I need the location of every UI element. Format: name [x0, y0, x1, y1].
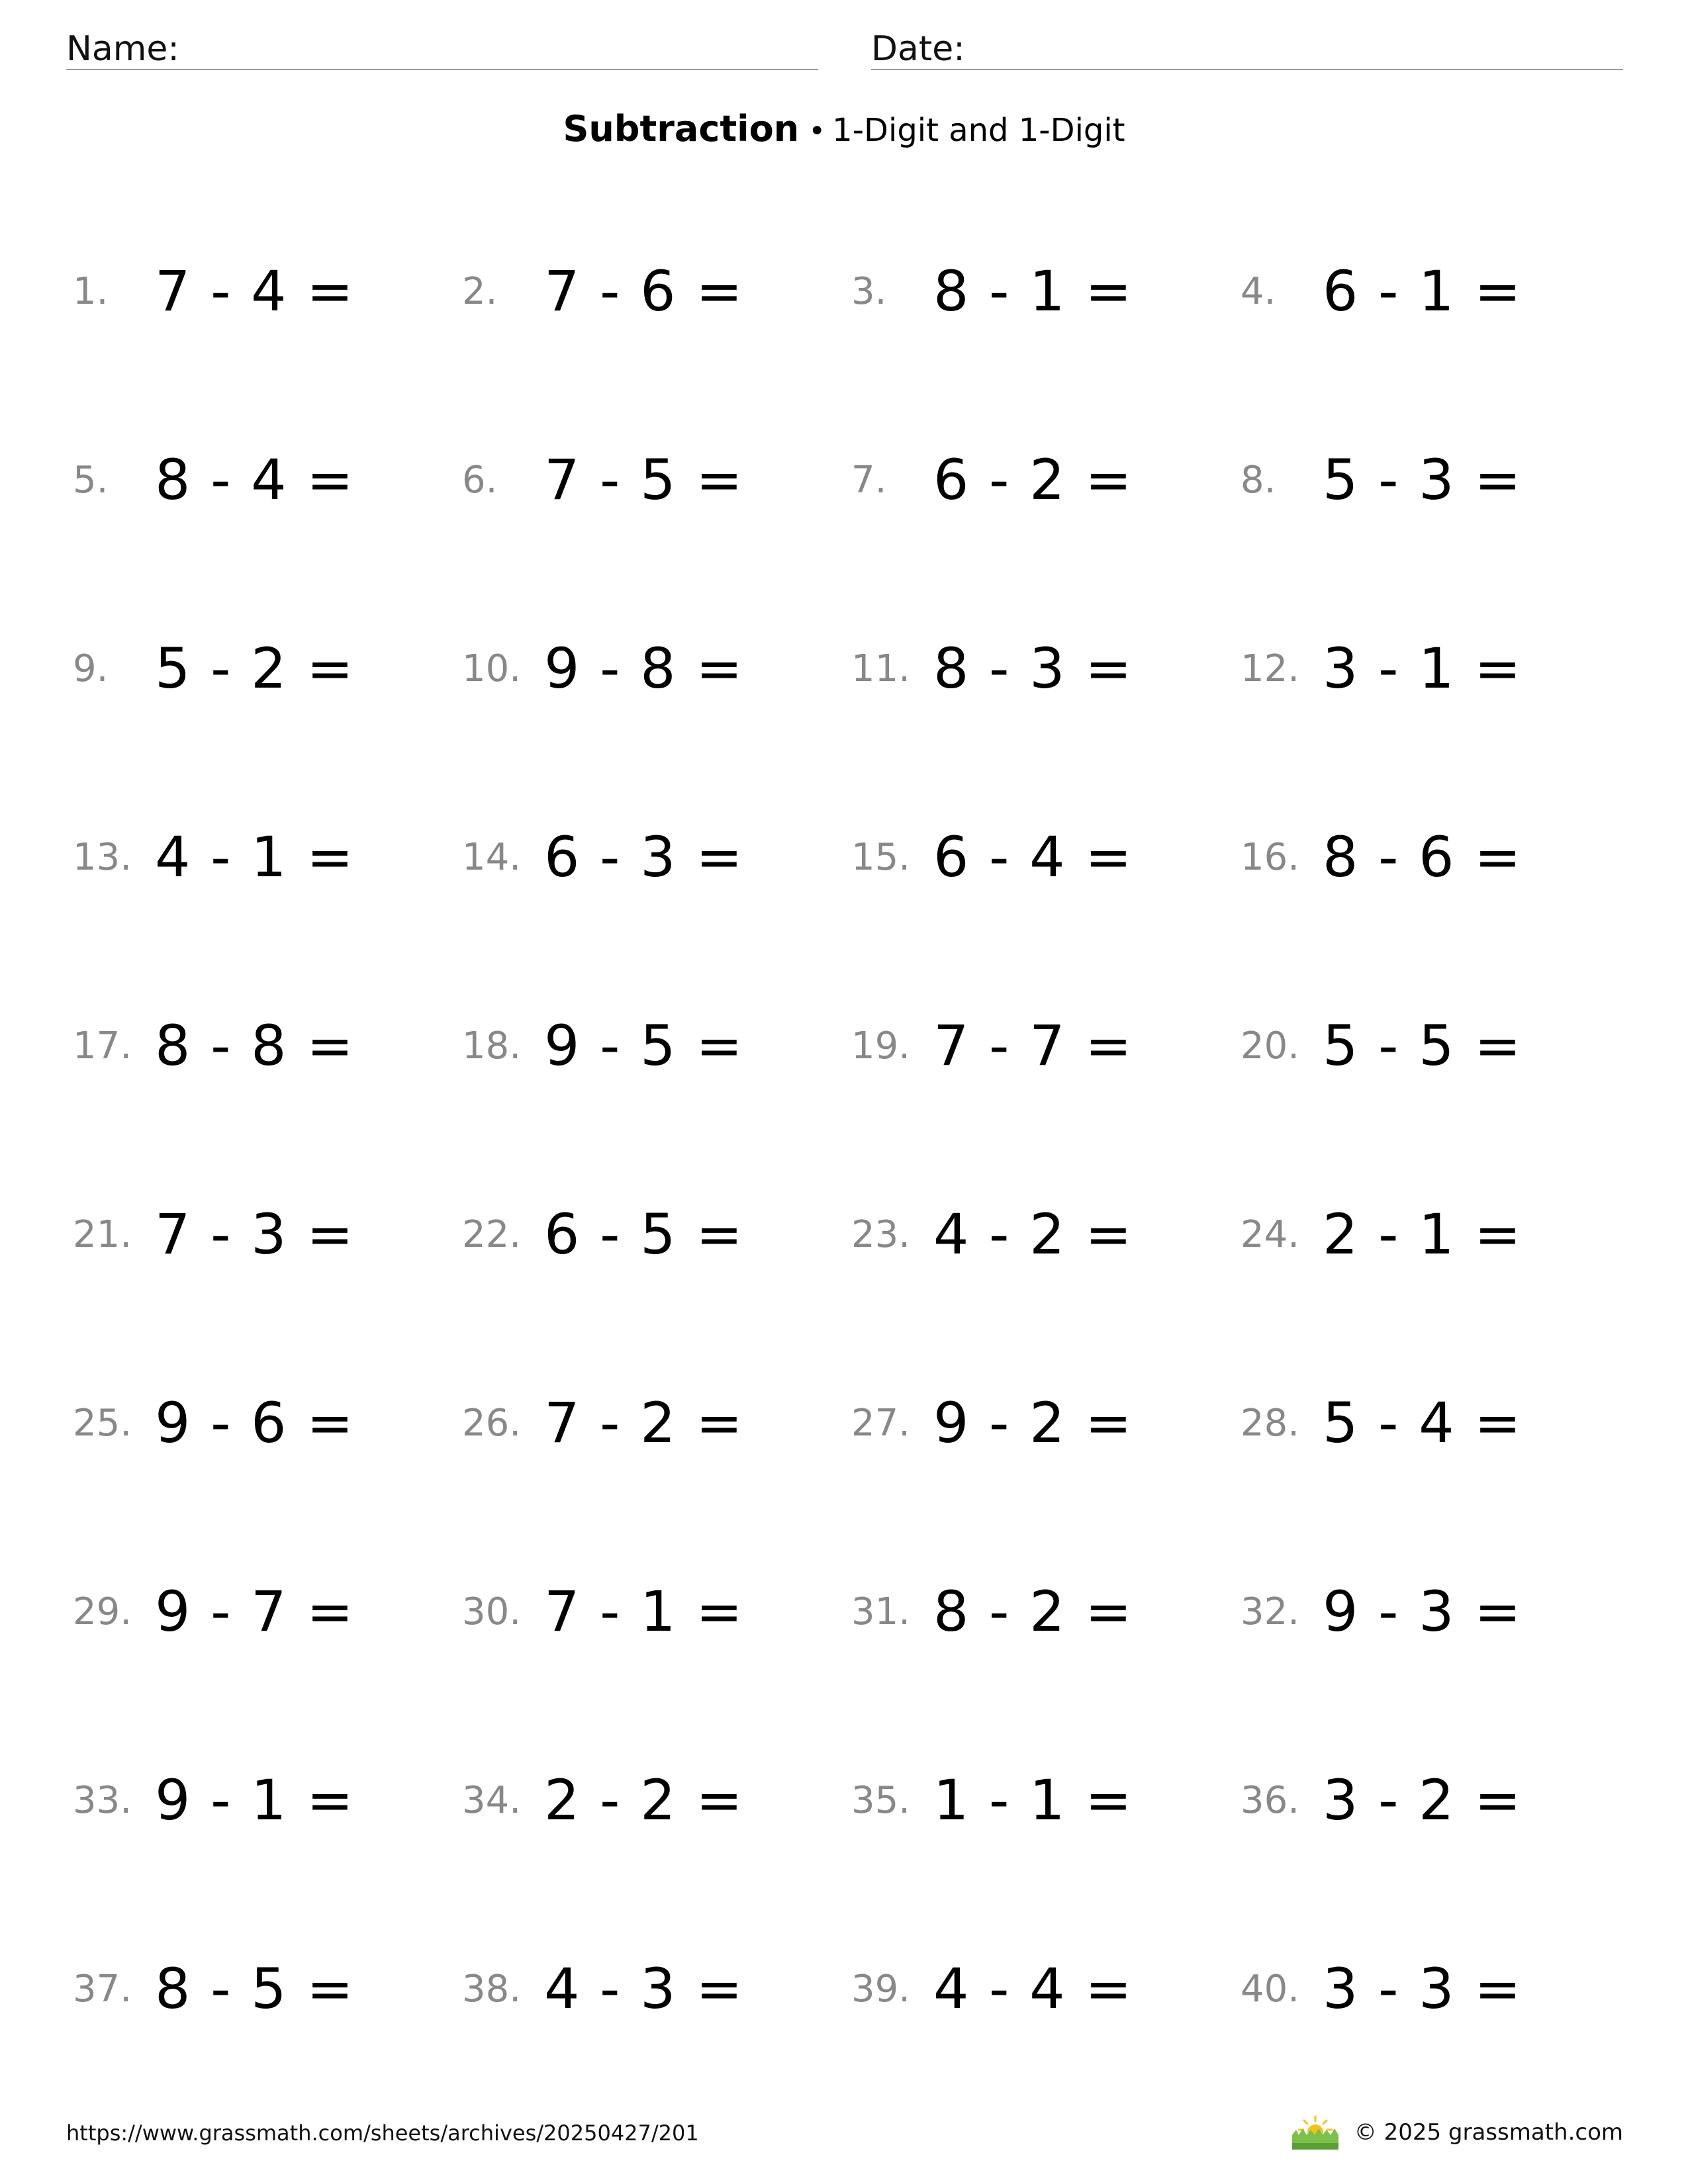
- problem-number: 23.: [851, 1212, 911, 1256]
- problem-number: 36.: [1241, 1778, 1300, 1822]
- problem-number: 37.: [73, 1967, 132, 2011]
- problem-number: 3.: [851, 269, 887, 313]
- problem-number: 34.: [462, 1778, 522, 1822]
- problem-4: [1241, 251, 1630, 331]
- name-field[interactable]: [66, 25, 818, 70]
- problem-expression: 6 - 4 =: [933, 825, 1133, 889]
- problem-number: 40.: [1241, 1967, 1300, 2011]
- problem-number: 8.: [1241, 458, 1276, 502]
- problem-expression: 7 - 4 =: [155, 259, 355, 324]
- problem-18: [462, 1006, 851, 1085]
- problem-19: [851, 1006, 1241, 1085]
- problem-15: [851, 817, 1241, 897]
- problem-expression: 6 - 3 =: [544, 825, 744, 889]
- date-field[interactable]: [871, 25, 1623, 70]
- problem-expression: 7 - 6 =: [544, 259, 744, 324]
- problem-2: [462, 251, 851, 331]
- problem-32: [1241, 1572, 1630, 1651]
- worksheet-title: [0, 106, 1688, 155]
- problem-expression: 7 - 1 =: [544, 1579, 744, 1644]
- problem-34: [462, 1760, 851, 1840]
- problem-8: [1241, 440, 1630, 520]
- problem-number: 10.: [462, 647, 522, 690]
- problem-number: 26.: [462, 1401, 522, 1445]
- problem-37: [73, 1949, 462, 2028]
- problem-expression: 5 - 5 =: [1323, 1013, 1523, 1078]
- problem-number: 19.: [851, 1024, 911, 1068]
- title-main: Subtraction: [563, 108, 800, 150]
- footer-url[interactable]: https://www.grassmath.com/sheets/archives/20250427/201: [66, 2120, 699, 2146]
- problem-expression: 8 - 4 =: [155, 447, 355, 512]
- problem-number: 16.: [1241, 835, 1300, 879]
- problem-25: [73, 1383, 462, 1463]
- problem-expression: 7 - 2 =: [544, 1390, 744, 1455]
- problem-number: 14.: [462, 835, 522, 879]
- problem-number: 11.: [851, 647, 911, 690]
- problem-number: 31.: [851, 1590, 911, 1633]
- problem-10: [462, 629, 851, 708]
- problem-14: [462, 817, 851, 897]
- problem-expression: 8 - 2 =: [933, 1579, 1133, 1644]
- problem-expression: 6 - 5 =: [544, 1202, 744, 1267]
- problem-expression: 4 - 4 =: [933, 1956, 1133, 2021]
- problem-expression: 7 - 3 =: [155, 1202, 355, 1267]
- problem-35: [851, 1760, 1241, 1840]
- date-label: Date:: [871, 29, 965, 69]
- problem-16: [1241, 817, 1630, 897]
- problem-expression: 8 - 1 =: [933, 259, 1133, 324]
- problem-expression: 9 - 5 =: [544, 1013, 744, 1078]
- problem-expression: 2 - 1 =: [1323, 1202, 1523, 1267]
- problem-expression: 4 - 3 =: [544, 1956, 744, 2021]
- problem-1: [73, 251, 462, 331]
- problem-number: 4.: [1241, 269, 1276, 313]
- problem-number: 7.: [851, 458, 887, 502]
- problem-22: [462, 1195, 851, 1274]
- problem-12: [1241, 629, 1630, 708]
- problem-36: [1241, 1760, 1630, 1840]
- problem-expression: 5 - 4 =: [1323, 1390, 1523, 1455]
- problem-number: 2.: [462, 269, 498, 313]
- problem-number: 20.: [1241, 1024, 1300, 1068]
- problem-number: 9.: [73, 647, 109, 690]
- problem-number: 24.: [1241, 1212, 1300, 1256]
- problem-number: 17.: [73, 1024, 132, 1068]
- problem-expression: 9 - 3 =: [1323, 1579, 1523, 1644]
- name-label: Name:: [66, 29, 179, 69]
- problem-6: [462, 440, 851, 520]
- problem-expression: 9 - 7 =: [155, 1579, 355, 1644]
- problem-27: [851, 1383, 1241, 1463]
- problem-number: 21.: [73, 1212, 132, 1256]
- problem-number: 5.: [73, 458, 109, 502]
- problem-3: [851, 251, 1241, 331]
- problem-28: [1241, 1383, 1630, 1463]
- problem-expression: 6 - 1 =: [1323, 259, 1523, 324]
- problem-number: 35.: [851, 1778, 911, 1822]
- problem-expression: 3 - 3 =: [1323, 1956, 1523, 2021]
- problem-20: [1241, 1006, 1630, 1085]
- problem-30: [462, 1572, 851, 1651]
- problem-expression: 9 - 8 =: [544, 636, 744, 701]
- problem-number: 25.: [73, 1401, 132, 1445]
- grass-sun-logo-icon: [1291, 2114, 1340, 2151]
- problem-expression: 3 - 2 =: [1323, 1768, 1523, 1833]
- problem-number: 29.: [73, 1590, 132, 1633]
- problem-number: 27.: [851, 1401, 911, 1445]
- problem-11: [851, 629, 1241, 708]
- problem-expression: 6 - 2 =: [933, 447, 1133, 512]
- problem-number: 30.: [462, 1590, 522, 1633]
- problem-number: 18.: [462, 1024, 522, 1068]
- problem-expression: 8 - 6 =: [1323, 825, 1523, 889]
- problem-expression: 9 - 1 =: [155, 1768, 355, 1833]
- problem-number: 12.: [1241, 647, 1300, 690]
- title-separator: •: [808, 114, 826, 148]
- problem-7: [851, 440, 1241, 520]
- problem-17: [73, 1006, 462, 1085]
- problem-number: 15.: [851, 835, 911, 879]
- problem-expression: 7 - 5 =: [544, 447, 744, 512]
- problem-38: [462, 1949, 851, 2028]
- problem-number: 6.: [462, 458, 498, 502]
- problem-expression: 9 - 2 =: [933, 1390, 1133, 1455]
- problem-26: [462, 1383, 851, 1463]
- problem-expression: 9 - 6 =: [155, 1390, 355, 1455]
- problem-9: [73, 629, 462, 708]
- problem-expression: 7 - 7 =: [933, 1013, 1133, 1078]
- problem-39: [851, 1949, 1241, 2028]
- problem-grid: [73, 251, 1635, 2138]
- problem-expression: 5 - 3 =: [1323, 447, 1523, 512]
- problem-expression: 2 - 2 =: [544, 1768, 744, 1833]
- problem-number: 32.: [1241, 1590, 1300, 1633]
- problem-29: [73, 1572, 462, 1651]
- problem-40: [1241, 1949, 1630, 2028]
- problem-23: [851, 1195, 1241, 1274]
- copyright-text: © 2025 grassmath.com: [1354, 2119, 1623, 2146]
- problem-33: [73, 1760, 462, 1840]
- problem-5: [73, 440, 462, 520]
- problem-expression: 3 - 1 =: [1323, 636, 1523, 701]
- footer-brand: [1291, 2114, 1623, 2151]
- problem-expression: 5 - 2 =: [155, 636, 355, 701]
- problem-number: 28.: [1241, 1401, 1300, 1445]
- problem-expression: 4 - 1 =: [155, 825, 355, 889]
- problem-21: [73, 1195, 462, 1274]
- problem-24: [1241, 1195, 1630, 1274]
- problem-number: 33.: [73, 1778, 132, 1822]
- problem-expression: 8 - 3 =: [933, 636, 1133, 701]
- problem-number: 22.: [462, 1212, 522, 1256]
- title-subtitle: 1-Digit and 1-Digit: [832, 112, 1125, 149]
- problem-number: 1.: [73, 269, 109, 313]
- problem-13: [73, 817, 462, 897]
- problem-31: [851, 1572, 1241, 1651]
- problem-number: 39.: [851, 1967, 911, 2011]
- problem-number: 13.: [73, 835, 132, 879]
- problem-expression: 8 - 5 =: [155, 1956, 355, 2021]
- problem-expression: 1 - 1 =: [933, 1768, 1133, 1833]
- problem-expression: 8 - 8 =: [155, 1013, 355, 1078]
- problem-number: 38.: [462, 1967, 522, 2011]
- problem-expression: 4 - 2 =: [933, 1202, 1133, 1267]
